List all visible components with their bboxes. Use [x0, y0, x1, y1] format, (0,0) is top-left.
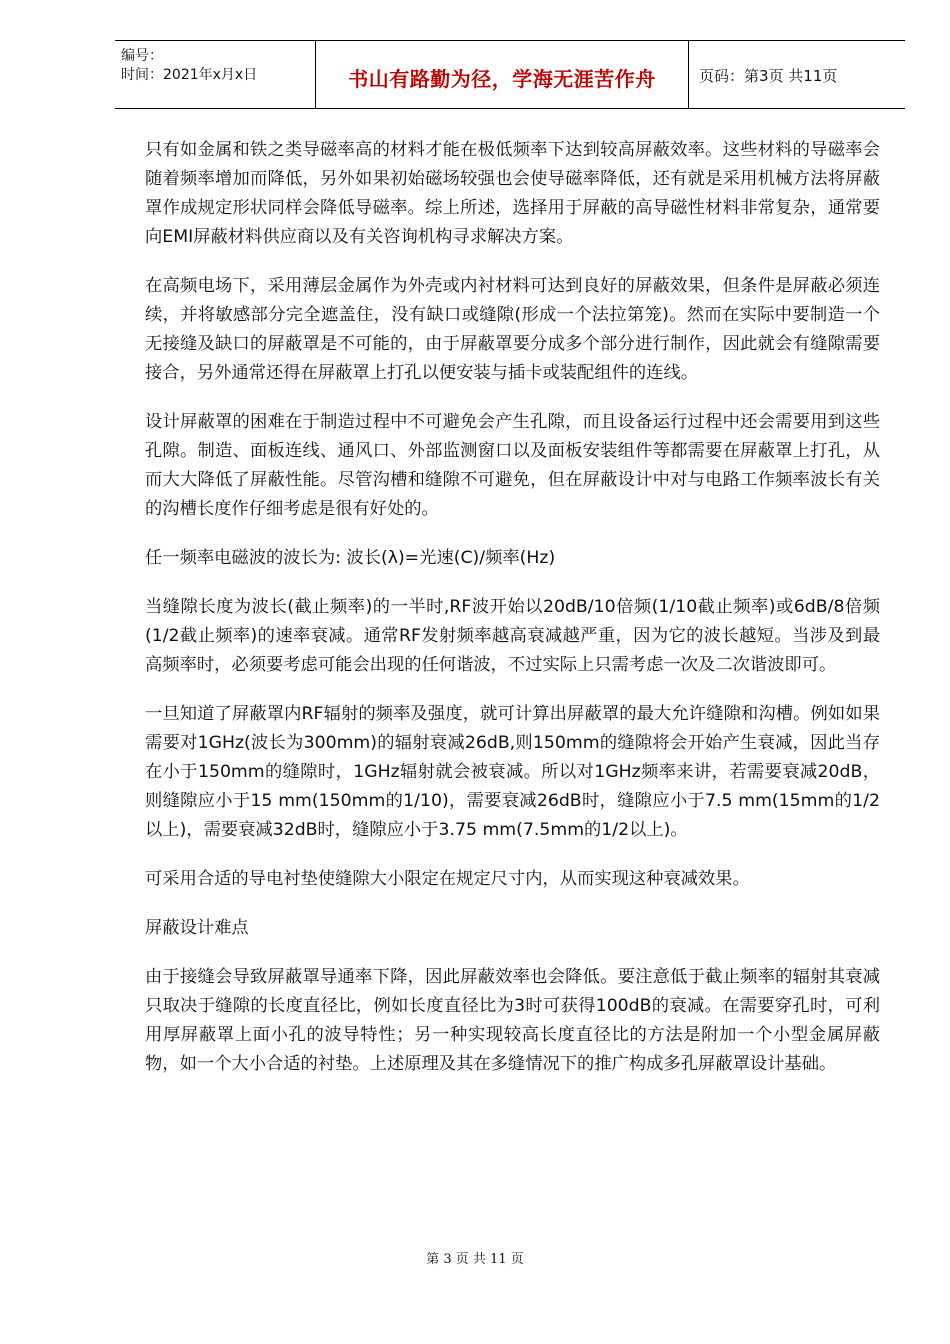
- paragraph-slot-attenuation: 当缝隙长度为波长(截止频率)的一半时,RF波开始以20dB/10倍频(1/10截止频率)或6dB/8倍频(1/2截止频率)的速率衰减。通常RF发射频率越高衰减越严重，因为它的波长越短。当涉及到最高频率时，必须要考虑可能会出现的任何谐波，不过实际上只需考虑一次及二次谐波即可。: [145, 597, 880, 675]
- header-page-info: 页码：第3页 共11页: [699, 67, 838, 85]
- document-time-label: 时间：2021年x月x日: [121, 67, 258, 83]
- header-meta-cell: [115, 41, 316, 108]
- paragraph-example-calculation: 一旦知道了屏蔽罩内RF辐射的频率及强度，就可计算出屏蔽罩的最大允许缝隙和沟槽。例如如果需要对1GHz(波长为300mm)的辐射衰减26dB,则150mm的缝隙将会开始产生衰减，因此当存在小于150mm的缝隙时，1GHz辐射就会被衰减。所以对1GHz频率来讲，若需要衰减20dB，则缝隙应小于15 mm(150mm的1/10)，需要衰减26dB时，缝隙应小于7.5 mm(15mm的1/2以上)，需要衰减32dB时，缝隙应小于3.75 mm(7.5mm的1/2以上)。: [145, 704, 880, 840]
- header-motto: 书山有路勤为径，学海无涯苦作舟: [348, 67, 656, 91]
- paragraph-aperture-difficulty: 设计屏蔽罩的困难在于制造过程中不可避免会产生孔隙，而且设备运行过程中还会需要用到这些孔隙。制造、面板连线、通风口、外部监测窗口以及面板安装组件等都需要在屏蔽罩上打孔，从而大大降低了屏蔽性能。尽管沟槽和缝隙不可避免，但在屏蔽设计中对与电路工作频率波长有关的沟槽长度作仔细考虑是很有好处的。: [145, 412, 880, 519]
- section-heading-design-difficulty: 屏蔽设计难点: [145, 918, 249, 938]
- paragraph-magnetic-materials: 只有如金属和铁之类导磁率高的材料才能在极低频率下达到较高屏蔽效率。这些材料的导磁率会随着频率增加而降低，另外如果初始磁场较强也会使导磁率降低，还有就是采用机械方法将屏蔽罩作成规定形状同样会降低导磁率。综上所述，选择用于屏蔽的高导磁性材料非常复杂，通常要向EMI屏蔽材料供应商以及有关咨询机构寻求解决方案。: [145, 140, 880, 247]
- paragraph-wavelength-formula: 任一频率电磁波的波长为: 波长(λ)=光速(C)/频率(Hz): [145, 548, 556, 568]
- document-number-label: 编号：: [121, 48, 163, 64]
- page-header: [115, 40, 905, 109]
- header-page-cell: [689, 41, 905, 108]
- paragraph-conductive-gasket: 可采用合适的导电衬垫使缝隙大小限定在规定尺寸内，从而实现这种衰减效果。: [145, 869, 750, 889]
- paragraph-high-frequency-shielding: 在高频电场下，采用薄层金属作为外壳或内衬材料可达到良好的屏蔽效果，但条件是屏蔽必须连续，并将敏感部分完全遮盖住，没有缺口或缝隙(形成一个法拉第笼)。然而在实际中要制造一个无接缝及缺口的屏蔽罩是不可能的，由于屏蔽罩要分成多个部分进行制作，因此就会有缝隙需要接合，另外通常还得在屏蔽罩上打孔以便安装与插卡或装配组件的连线。: [145, 276, 880, 383]
- page-footer: 第 3 页 共 11 页: [426, 1252, 524, 1267]
- header-motto-cell: [316, 41, 689, 108]
- document-body: [145, 136, 880, 1099]
- paragraph-seam-effects: 由于接缝会导致屏蔽罩导通率下降，因此屏蔽效率也会降低。要注意低于截止频率的辐射其衰减只取决于缝隙的长度直径比，例如长度直径比为3时可获得100dB的衰减。在需要穿孔时，可利用厚屏蔽罩上面小孔的波导特性；另一种实现较高长度直径比的方法是附加一个小型金属屏蔽物，如一个大小合适的衬垫。上述原理及其在多缝情况下的推广构成多孔屏蔽罩设计基础。: [145, 967, 880, 1074]
